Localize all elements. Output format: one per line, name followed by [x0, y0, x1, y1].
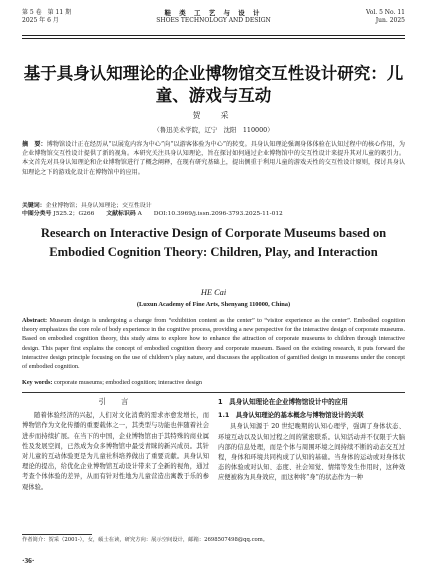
- chinese-affiliation: （鲁迅美术学院，辽宁 沈阳 110000）: [153, 126, 274, 134]
- chinese-keywords-label: 关键词：: [22, 202, 46, 209]
- header-center: [22, 9, 405, 25]
- english-keywords-text: corporate museums; embodied cognition; interactive design: [53, 379, 202, 386]
- english-abstract-text: Museum design is undergoing a change from “exhibition content as the center” to “visitor experience as the center”. Embodied cognition theory emphasizes the core role of body experience in the cognitive process, providing a new perspective for the interactive design of corporate museums. Based on embodied cognition theory, this study aims to explore how to enhance the attraction of corporate museums to children through interactive design. This paper first explains the concept of embodied cognition theory and corporate museum. Based on the existing research, it puts forward the interactive design principle focusing on the use of children’s play nature, and discusses the application of gamified design in museums under the concept of embodied cognition.: [22, 317, 406, 371]
- chinese-keywords: [22, 202, 405, 210]
- chinese-author: 贺 采: [192, 111, 235, 120]
- chinese-abstract-text: 博物馆设计正在经历从“以展览内容为中心”向“以游客体验为中心”的转变。具身认知理论强调身体体验在认知过程中的核心作用，为企业博物馆交互性设计提供了新的视角。本研究关注具身认知理论，旨在探讨如何通过企业博物馆中的交互性设计来提升其对儿童的吸引力。本文首先对具身认知理论和企业博物馆进行了概念阐释，在现有研究基础上，提出侧重于利用儿童的游戏天性的交互性设计原则，探讨具身认知理论之下的游戏化设计在博物馆中的应用。: [22, 141, 405, 176]
- right-column: [218, 397, 405, 484]
- intro-heading: 引 言: [98, 397, 133, 406]
- english-keywords: [22, 379, 405, 386]
- classification-line: [22, 210, 405, 218]
- journal-name-cn: 鞋 类 工 艺 与 设 计: [164, 9, 263, 17]
- volume-en: Vol. 5 No. 11: [365, 9, 405, 16]
- section-1-1-heading: 1.1 具身认知理论的基本概念与博物馆设计的关联: [218, 411, 364, 420]
- chinese-keywords-text: 企业博物馆；具身认知理论；交互性设计: [45, 203, 152, 209]
- english-title: Research on Interactive Design of Corporate Museums based on Embodied Cognition Theory: Children, Play, and Interaction: [40, 226, 387, 259]
- english-affiliation: (Luxun Academy of Fine Arts, Shenyang 110000, China): [136, 301, 291, 308]
- section-1-1-paragraph: 具身认知源于 20 世纪晚期的认知心理学，强调了身体状态、环境互动以及认知过程之间的紧密联系。认知活动并不仅限于大脑内部的信息处理，而是个体与周围环境之间持续不断的动态交互过程，身体和环境共同构成了认知的基础。当身体的运动或对身体状态的体验或对认知、态度、社会知觉、情绪等发生作用时，这种效应便被称为具身效应，而这种将“身”的状态作为一种: [218, 423, 405, 482]
- chinese-title: 基于具身认知理论的企业博物馆交互性设计研究：儿童、游戏与互动: [23, 64, 404, 105]
- english-abstract-label: Abstract:: [22, 317, 48, 324]
- clc-label: 中图分类号: [22, 210, 52, 217]
- running-header: [22, 9, 405, 35]
- section-1-heading: 1 具身认知理论在企业博物馆设计中的应用: [218, 398, 348, 406]
- doi: DOI:10.3969/j.issn.2096-3793.2025-11-012: [153, 211, 283, 217]
- page-number: ·36·: [22, 556, 35, 565]
- header-right: [366, 9, 405, 25]
- doc-code-label: 文献标识码: [106, 210, 136, 217]
- chinese-abstract-label: 摘 要：: [22, 141, 47, 148]
- english-keywords-label: Key words:: [22, 379, 53, 386]
- doc-code: A: [137, 211, 142, 217]
- date-cn: 2025 年 6 月: [22, 17, 59, 24]
- intro-paragraph: 随着体验经济的兴起，人们对文化消费的需求亦愈发增长，而博物馆作为文化传播的重要载体之一，其类型与功能也伴随着社会进步而持续扩展。在当下的中国，企业博物馆由于其特殊的商业属性及发展空间，已然成为众多博物馆中最受青睐的新兴成员。其针对儿童的互动体验更是为儿童社科培养做出了重要贡献。具身认知理论的提出，给优化企业博物馆互动设计带来了全新的视角，通过考查个体体验的差异，从而有针对性地为儿童营造出寓教于乐的参观体验。: [22, 412, 209, 491]
- header-rule-thick: [22, 35, 405, 36]
- english-author: HE Cai: [200, 288, 227, 297]
- volume-cn: 第 5 卷 第 11 期: [22, 9, 72, 16]
- clc-code: J525.2；G266: [53, 211, 95, 217]
- journal-name-en: SHOES TECHNOLOGY AND DESIGN: [156, 17, 271, 24]
- author-footnote: 作者简介：贺采（2001-），女，硕士在读，研究方向：展示空间设计，邮箱：2698507498@qq.com。: [22, 537, 269, 543]
- date-en: Jun. 2025: [375, 17, 405, 24]
- abstract-separator: [22, 392, 405, 393]
- english-abstract: [22, 316, 405, 371]
- chinese-abstract: [22, 140, 405, 177]
- header-rule-thin: [22, 38, 405, 39]
- footnote-rule: [22, 534, 92, 535]
- chinese-meta: [22, 202, 405, 218]
- left-column: [22, 397, 209, 493]
